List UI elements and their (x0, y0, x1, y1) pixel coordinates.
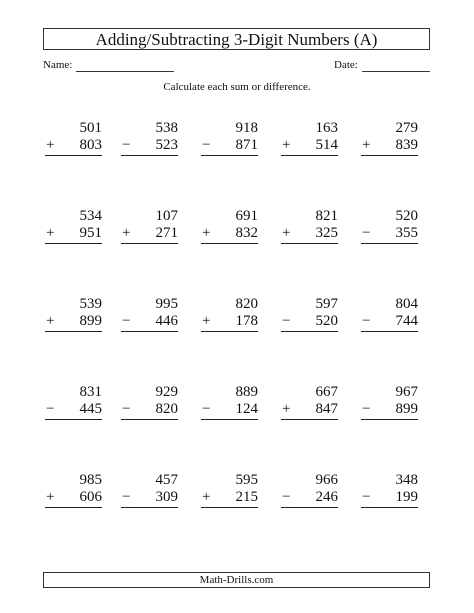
minus-sign: − (122, 313, 131, 329)
answer-line (45, 331, 102, 332)
top-number: 538 (155, 120, 178, 136)
minus-sign: − (202, 401, 211, 417)
top-number: 520 (395, 208, 418, 224)
answer-line (201, 243, 258, 244)
minus-sign: − (362, 489, 371, 505)
problem-4-5 (356, 384, 418, 420)
bottom-number: 199 (395, 489, 418, 505)
answer-line (121, 155, 178, 156)
problem-4-1 (40, 384, 102, 420)
bottom-number: 178 (235, 313, 258, 329)
problem-4-3 (196, 384, 258, 420)
bottom-number: 899 (79, 313, 102, 329)
top-number: 967 (395, 384, 418, 400)
minus-sign: − (202, 137, 211, 153)
minus-sign: − (122, 401, 131, 417)
top-number: 831 (79, 384, 102, 400)
answer-line (281, 243, 338, 244)
top-number: 966 (315, 472, 338, 488)
top-number: 534 (79, 208, 102, 224)
problem-2-4 (276, 208, 338, 244)
answer-line (361, 419, 418, 420)
top-number: 595 (235, 472, 258, 488)
instructions: Calculate each sum or difference. (163, 81, 311, 93)
plus-sign: + (46, 225, 55, 241)
problem-3-4 (276, 296, 338, 332)
bottom-number: 246 (315, 489, 338, 505)
answer-line (45, 155, 102, 156)
plus-sign: + (282, 137, 291, 153)
minus-sign: − (46, 401, 55, 417)
top-number: 501 (79, 120, 102, 136)
date-label: Date: (334, 59, 358, 71)
problem-5-3 (196, 472, 258, 508)
answer-line (361, 155, 418, 156)
bottom-number: 271 (155, 225, 178, 241)
answer-line (361, 331, 418, 332)
problem-1-5 (356, 120, 418, 156)
bottom-number: 744 (395, 313, 418, 329)
minus-sign: − (122, 137, 131, 153)
minus-sign: − (362, 401, 371, 417)
bottom-number: 820 (155, 401, 178, 417)
answer-line (201, 419, 258, 420)
problem-3-1 (40, 296, 102, 332)
problem-4-4 (276, 384, 338, 420)
minus-sign: − (282, 489, 291, 505)
plus-sign: + (46, 489, 55, 505)
answer-line (121, 243, 178, 244)
bottom-number: 803 (79, 137, 102, 153)
top-number: 348 (395, 472, 418, 488)
bottom-number: 606 (79, 489, 102, 505)
problem-1-3 (196, 120, 258, 156)
worksheet-title: Adding/Subtracting 3-Digit Numbers (A) (43, 28, 430, 50)
answer-line (361, 507, 418, 508)
problem-3-2 (116, 296, 178, 332)
bottom-number: 951 (79, 225, 102, 241)
bottom-number: 215 (235, 489, 258, 505)
top-number: 995 (155, 296, 178, 312)
problem-1-4 (276, 120, 338, 156)
problem-5-4 (276, 472, 338, 508)
minus-sign: − (122, 489, 131, 505)
plus-sign: + (122, 225, 131, 241)
footer: Math-Drills.com (43, 572, 430, 588)
plus-sign: + (202, 489, 211, 505)
bottom-number: 514 (315, 137, 338, 153)
minus-sign: − (282, 313, 291, 329)
plus-sign: + (46, 137, 55, 153)
problem-1-1 (40, 120, 102, 156)
top-number: 804 (395, 296, 418, 312)
plus-sign: + (362, 137, 371, 153)
plus-sign: + (282, 401, 291, 417)
problem-2-5 (356, 208, 418, 244)
answer-line (281, 331, 338, 332)
bottom-number: 839 (395, 137, 418, 153)
top-number: 821 (315, 208, 338, 224)
plus-sign: + (202, 313, 211, 329)
answer-line (281, 507, 338, 508)
plus-sign: + (282, 225, 291, 241)
top-number: 667 (315, 384, 338, 400)
minus-sign: − (362, 313, 371, 329)
answer-line (201, 155, 258, 156)
answer-line (361, 243, 418, 244)
problem-5-5 (356, 472, 418, 508)
bottom-number: 871 (235, 137, 258, 153)
answer-line (281, 419, 338, 420)
answer-line (201, 331, 258, 332)
top-number: 889 (235, 384, 258, 400)
answer-line (281, 155, 338, 156)
bottom-number: 445 (79, 401, 102, 417)
problem-4-2 (116, 384, 178, 420)
problem-3-5 (356, 296, 418, 332)
top-number: 163 (315, 120, 338, 136)
minus-sign: − (362, 225, 371, 241)
top-number: 539 (79, 296, 102, 312)
bottom-number: 899 (395, 401, 418, 417)
problem-5-2 (116, 472, 178, 508)
name-label: Name: (43, 59, 73, 71)
top-number: 918 (235, 120, 258, 136)
top-number: 691 (235, 208, 258, 224)
plus-sign: + (46, 313, 55, 329)
plus-sign: + (202, 225, 211, 241)
answer-line (45, 243, 102, 244)
answer-line (121, 507, 178, 508)
top-number: 279 (395, 120, 418, 136)
top-number: 820 (235, 296, 258, 312)
bottom-number: 124 (235, 401, 258, 417)
problem-2-1 (40, 208, 102, 244)
answer-line (45, 419, 102, 420)
answer-line (201, 507, 258, 508)
bottom-number: 832 (235, 225, 258, 241)
answer-line (121, 331, 178, 332)
problem-5-1 (40, 472, 102, 508)
problem-2-2 (116, 208, 178, 244)
bottom-number: 520 (315, 313, 338, 329)
problem-3-3 (196, 296, 258, 332)
top-number: 985 (79, 472, 102, 488)
answer-line (121, 419, 178, 420)
problem-2-3 (196, 208, 258, 244)
bottom-number: 309 (155, 489, 178, 505)
answer-line (45, 507, 102, 508)
bottom-number: 523 (155, 137, 178, 153)
bottom-number: 847 (315, 401, 338, 417)
problem-1-2 (116, 120, 178, 156)
bottom-number: 325 (315, 225, 338, 241)
top-number: 929 (155, 384, 178, 400)
top-number: 107 (155, 208, 178, 224)
bottom-number: 446 (155, 313, 178, 329)
bottom-number: 355 (395, 225, 418, 241)
top-number: 597 (315, 296, 338, 312)
top-number: 457 (155, 472, 178, 488)
